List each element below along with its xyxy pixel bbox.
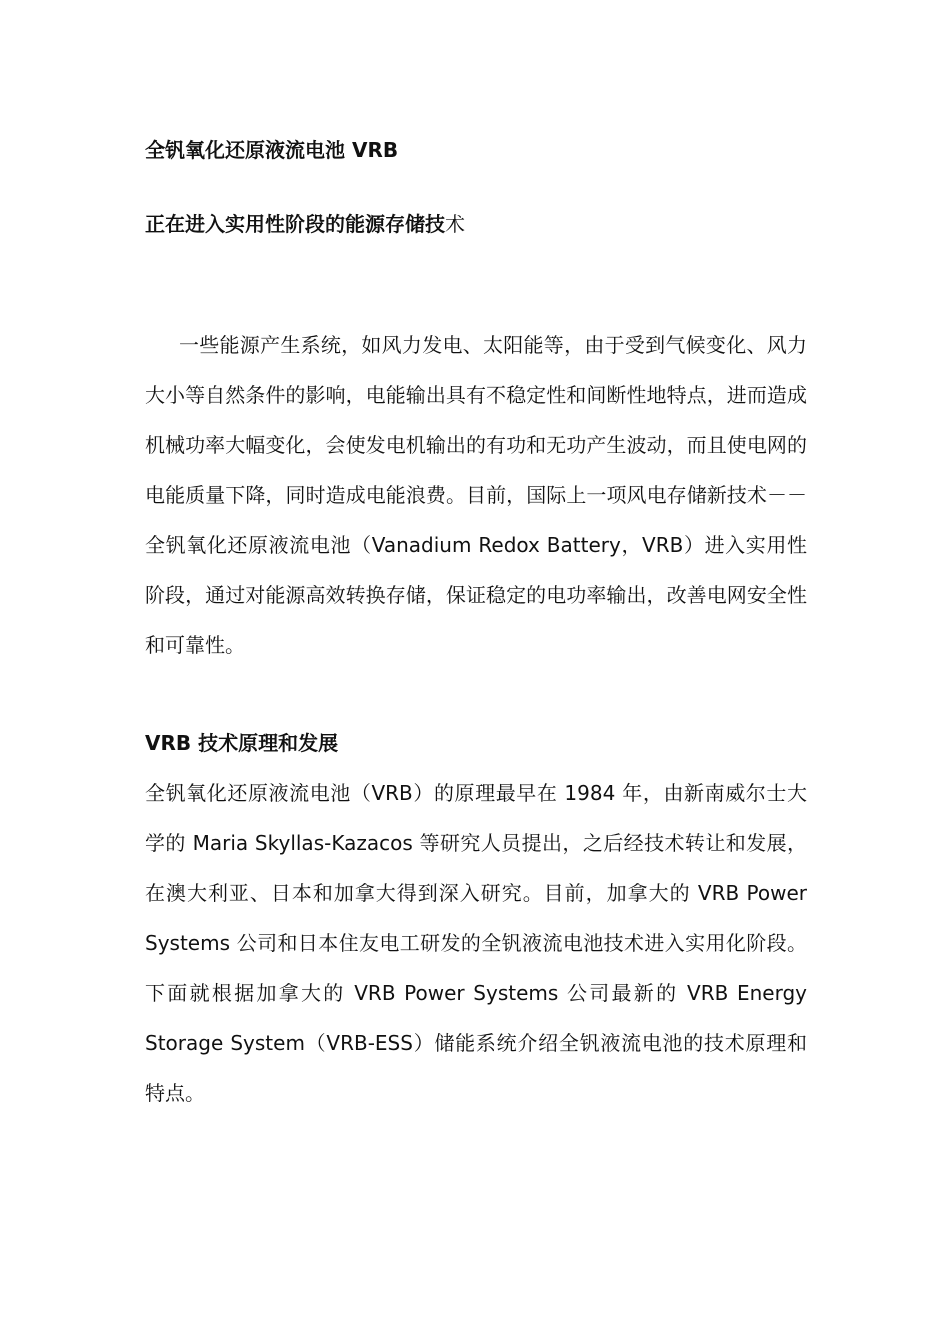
document-page <box>145 0 807 1344</box>
document-title: 全钒氧化还原液流电池 VRB <box>145 138 399 162</box>
document-subtitle <box>145 212 465 236</box>
section-paragraph: 全钒氧化还原液流电池（VRB）的原理最早在 1984 年，由新南威尔士大学的 Maria Skyllas-Kazacos 等研究人员提出，之后经技术转让和发展，在澳大利亚、日本和加拿大得到深入研究。目前，加拿大的 VRB Power Systems 公司和日本住友电工研发的全钒液流电池技术进入实用化阶段。下面就根据加拿大的 VRB Power Systems 公司最新的 VRB Energy Storage System（VRB-ESS）储能系统介绍全钒液流电池的技术原理和特点。 <box>145 781 807 1105</box>
section-heading: VRB 技术原理和发展 <box>145 731 339 755</box>
intro-paragraph: 一些能源产生系统，如风力发电、太阳能等，由于受到气候变化、风力大小等自然条件的影响，电能输出具有不稳定性和间断性地特点，进而造成机械功率大幅变化，会使发电机输出的有功和无功产生波动，而且使电网的电能质量下降，同时造成电能浪费。目前，国际上一项风电存储新技术－－全钒氧化还原液流电池（Vanadium Redox Battery，VRB）进入实用性阶段，通过对能源高效转换存储，保证稳定的电功率输出，改善电网安全性和可靠性。 <box>145 333 807 657</box>
subtitle-bold-text: 正在进入实用性阶段的能源存储技 <box>145 212 445 236</box>
subtitle-tail-text: 术 <box>445 212 465 236</box>
